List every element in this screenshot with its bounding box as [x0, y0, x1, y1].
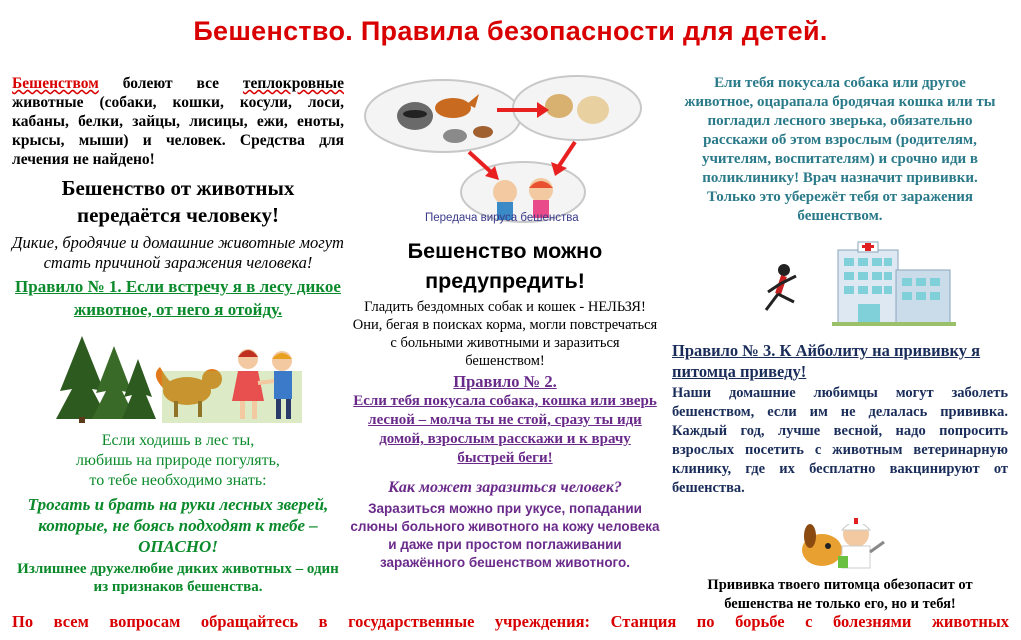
- rabies-sign: Излишнее дружелюбие диких животных – один из признаков бешенства.: [17, 561, 339, 595]
- middle-heading: Бешенство можно предупредить!: [407, 239, 603, 293]
- rule-1: Правило № 1. Если встречу я в лесу дикое животное, от него я отойду.: [15, 277, 341, 319]
- left-column: [12, 74, 344, 596]
- clinic-illustration: [672, 240, 1008, 330]
- poem: Если ходишь в лес ты, любишь на природе погулять, то тебе необходимо знать:: [76, 432, 280, 489]
- rule-2-text: Если тебя покусала собака, кошка или зверь лесной – молча ты не стой, сразу ты иди домой, взрослым расскажи и к врачу быстрей беги!: [353, 393, 657, 466]
- rule-3: Правило № 3. К Айболиту на прививку я питомца приведу!: [672, 341, 981, 381]
- answer: Заразиться можно при укусе, попадании слюны больного животного на кожу человека и даже при простом поглаживании заражённого бешенством животного.: [350, 501, 660, 570]
- intro-rest: болеют все: [98, 75, 243, 92]
- middle-column: [345, 74, 665, 572]
- rule-3-text: Наши домашние любимцы могут заболеть бешенством, если им не делалась прививка. Каждый год, лучше весной, надо попросить взрослых посетить с животным ветеринарную клинику, где их бесплатно вакцинируют от бешенства.: [672, 385, 1008, 496]
- left-heading: Бешенство от животных передаётся человеку!: [61, 176, 295, 227]
- transmission-image: [345, 74, 665, 232]
- stray-warning: Гладить бездомных собак и кошек - НЕЛЬЗЯ! Они, бегая в поисках корма, могли повстречаться с больными животными и заразиться бешенством!: [352, 299, 658, 369]
- right-column: [672, 74, 1008, 614]
- footer-contact: По всем вопросам обращайтесь в государственные учреждения: Станция по борьбе с болезнями животных: [12, 612, 1009, 631]
- rule-2-title: Правило № 2.: [453, 372, 557, 391]
- transmission-diagram: [345, 74, 665, 232]
- intro-tail: животные (собаки, кошки, косули, лоси, кабаны, белки, зайцы, лисицы, ежи, еноты, крысы, мыши) и человек. Средства для лечения не найдено!: [12, 94, 344, 168]
- question: Как может заразиться человек?: [388, 479, 622, 496]
- closing-note: Прививка твоего питомца обезопасит от бешенства не только его, но и тебя!: [707, 577, 973, 612]
- advice: Ели тебя покусала собака или другое животное, оцарапала бродячая кошка или ты погладил лесного зверька, обязательно расскажи об этом взрослым (родителям, учителям, воспитателям) и срочно иди в поликлинику! Врач назначит прививки. Только это убережёт тебя от заражения бешенством.: [684, 75, 996, 224]
- vet-illustration: [672, 512, 1008, 570]
- vet-image: [672, 512, 1008, 570]
- forest-image: [52, 331, 302, 423]
- diagram-caption: Передача вируса бешенства: [425, 212, 579, 224]
- warning: Трогать и брать на руки лесных зверей, которые, не боясь подходят к тебе – ОПАСНО!: [27, 495, 329, 556]
- clinic-image: [672, 240, 1008, 330]
- page-title: Бешенство. Правила безопасности для детей.: [193, 16, 828, 46]
- left-subheading: Дикие, бродячие и домашние животные могут стать причиной заражения человека!: [12, 233, 344, 272]
- intro-paragraph: [12, 74, 344, 169]
- intro-warmblooded: теплокровные: [242, 75, 344, 92]
- intro-keyword: Бешенством: [12, 75, 99, 92]
- forest-illustration: [52, 331, 302, 423]
